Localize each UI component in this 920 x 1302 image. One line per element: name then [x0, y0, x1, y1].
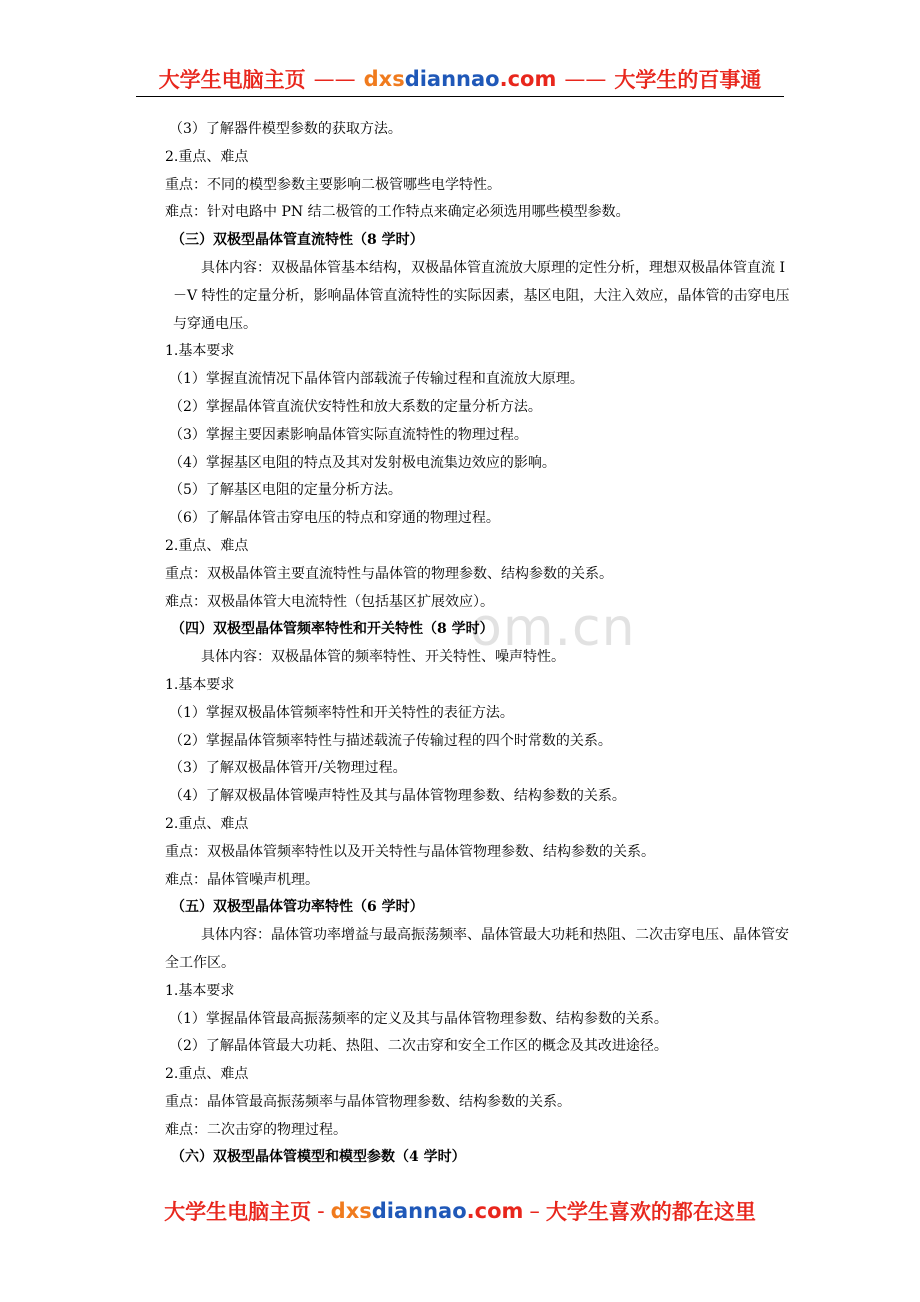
- section-label: 1.基本要求: [165, 982, 235, 999]
- header-url[interactable]: [364, 67, 557, 91]
- section-heading: （六）双极型晶体管模型和模型参数（4 学时）: [171, 1149, 466, 1166]
- footer-slogan: 大学生喜欢的都在这里: [545, 1200, 756, 1224]
- header-separator: ——: [313, 67, 356, 91]
- section-label: 1.基本要求: [165, 343, 235, 360]
- text-line: 难点：晶体管噪声机理。: [165, 871, 319, 888]
- list-item: （1）掌握晶体管最高振荡频率的定义及其与晶体管物理参数、结构参数的关系。: [169, 1010, 668, 1027]
- footer-url-part-diannao: diannao: [371, 1199, 467, 1223]
- footer-url-part-com: .com: [466, 1199, 524, 1223]
- text-line: 重点：双极晶体管主要直流特性与晶体管的物理参数、结构参数的关系。: [165, 565, 613, 582]
- text-line: （3）了解器件模型参数的获取方法。: [169, 121, 402, 137]
- footer-site-name: 大学生电脑主页: [164, 1200, 312, 1224]
- section-label: 1.基本要求: [165, 676, 235, 693]
- content-paragraph: 具体内容：双极晶体管基本结构，双极晶体管直流放大原理的定性分析，理想双极晶体管直流 I－V 特性的定量分析，影响晶体管直流特性的实际因素，基区电阻，大注入效应，晶体管的击穿电压与穿通电压。: [173, 259, 790, 332]
- list-item: （3）了解双极晶体管开/关物理过程。: [169, 760, 407, 777]
- list-item: （4）了解双极晶体管噪声特性及其与晶体管物理参数、结构参数的关系。: [169, 788, 626, 805]
- list-item: （2）掌握晶体管频率特性与描述载流子传输过程的四个时常数的关系。: [169, 732, 612, 749]
- list-item: （2）了解晶体管最大功耗、热阻、二次击穿和安全工作区的概念及其改进途径。: [169, 1038, 668, 1055]
- list-item: （4）掌握基区电阻的特点及其对发射极电流集边效应的影响。: [169, 454, 556, 471]
- header-separator: ——: [564, 67, 607, 91]
- section-heading: （三）双极型晶体管直流特性（8 学时）: [171, 232, 424, 249]
- list-item: （6）了解晶体管击穿电压的特点和穿通的物理过程。: [169, 510, 500, 527]
- text-line: 重点：双极晶体管频率特性以及开关特性与晶体管物理参数、结构参数的关系。: [165, 843, 655, 860]
- section-label: 2.重点、难点: [165, 815, 249, 832]
- text-line: 重点：晶体管最高振荡频率与晶体管物理参数、结构参数的关系。: [165, 1093, 571, 1110]
- footer-separator: -: [317, 1199, 325, 1223]
- text-line: 难点：二次击穿的物理过程。: [165, 1121, 347, 1138]
- section-heading: （五）双极型晶体管功率特性（6 学时）: [171, 899, 424, 916]
- text-line: 重点：不同的模型参数主要影响二极管哪些电学特性。: [165, 176, 501, 193]
- header-slogan: 大学生的百事通: [614, 68, 762, 92]
- list-item: （2）掌握晶体管直流伏安特性和放大系数的定量分析方法。: [169, 398, 542, 415]
- list-item: （3）掌握主要因素影响晶体管实际直流特性的物理过程。: [169, 426, 528, 443]
- section-label: 2.重点、难点: [165, 1066, 249, 1083]
- page-header: [136, 62, 784, 97]
- footer-url-part-dxs: dxs: [330, 1199, 372, 1223]
- list-item: （1）掌握双极晶体管频率特性和开关特性的表征方法。: [169, 704, 514, 721]
- list-item: （5）了解基区电阻的定量分析方法。: [169, 482, 402, 499]
- content-paragraph: 具体内容：双极晶体管的频率特性、开关特性、噪声特性。: [201, 649, 565, 666]
- watermark: om.cn: [470, 598, 636, 658]
- document-body: [165, 116, 790, 1172]
- section-heading: （四）双极型晶体管频率特性和开关特性（8 学时）: [171, 621, 494, 638]
- footer-separator: –: [529, 1199, 540, 1223]
- list-item: （1）掌握直流情况下晶体管内部载流子传输过程和直流放大原理。: [169, 371, 584, 388]
- header-url-part-dxs: dxs: [363, 67, 405, 91]
- header-url-part-com: .com: [499, 67, 557, 91]
- text-line: 难点：针对电路中 PN 结二极管的工作特点来确定必须选用哪些模型参数。: [165, 204, 630, 221]
- section-label: 2.重点、难点: [165, 537, 249, 554]
- header-url-part-diannao: diannao: [404, 67, 500, 91]
- header-site-name: 大学生电脑主页: [158, 68, 306, 92]
- text-line: 难点：双极晶体管大电流特性（包括基区扩展效应）。: [165, 593, 494, 610]
- footer-url[interactable]: [331, 1199, 524, 1223]
- page-footer: [0, 1194, 920, 1228]
- section-label: 2.重点、难点: [165, 148, 249, 165]
- content-paragraph: 具体内容：晶体管功率增益与最高振荡频率、晶体管最大功耗和热阻、二次击穿电压、晶体管安全工作区。: [165, 927, 789, 971]
